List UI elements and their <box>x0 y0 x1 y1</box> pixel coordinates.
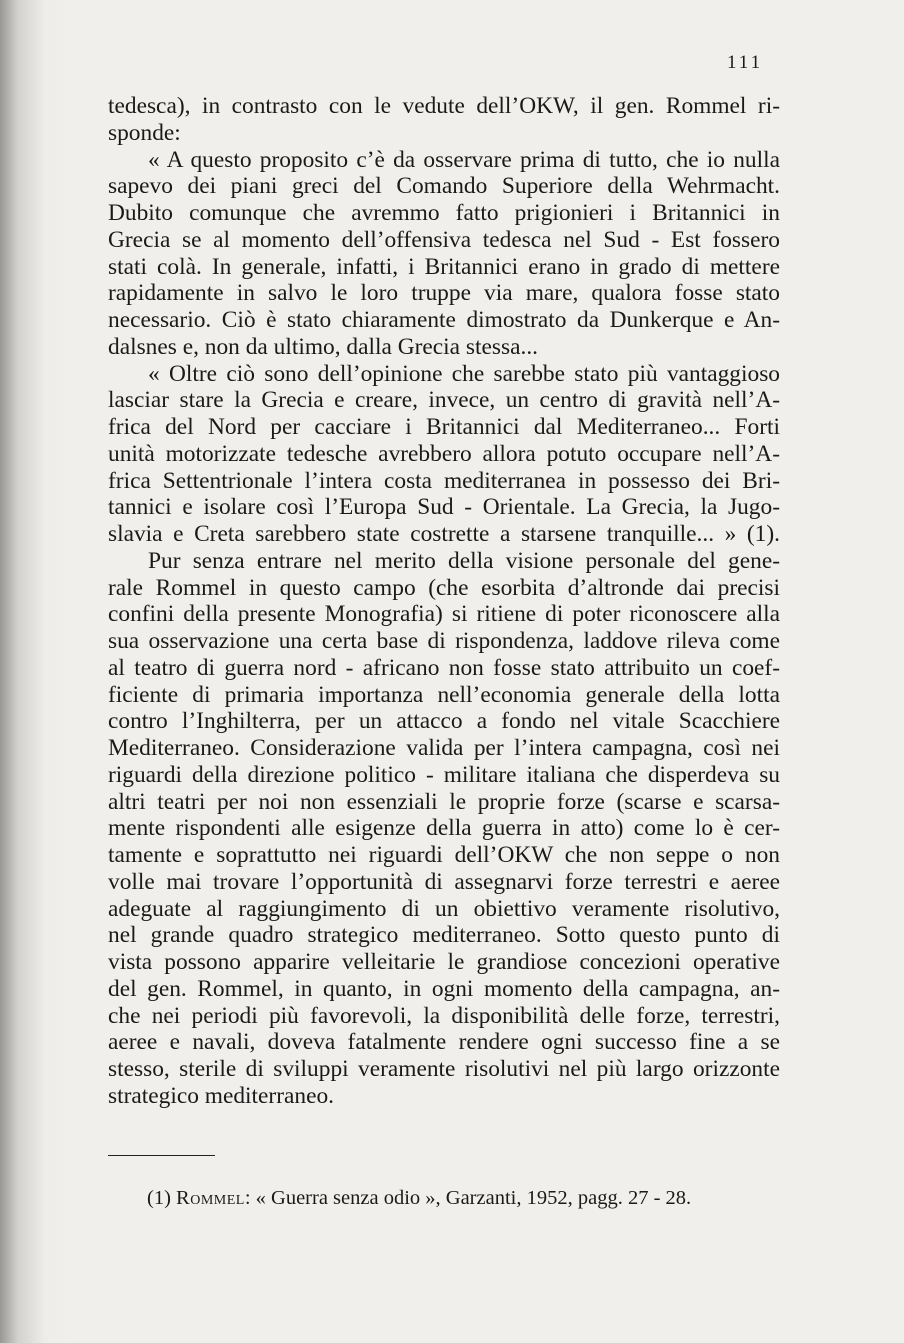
text-line: Pur senza entrare nel merito della visione personale del gene- <box>148 547 780 574</box>
text-line: strategico mediterraneo. <box>108 1082 335 1109</box>
page-number: 111 <box>727 52 764 73</box>
text-line: Grecia se al momento dell’offensiva tedesca nel Sud - Est fossero <box>108 226 780 253</box>
body-text <box>108 93 780 1110</box>
text-line: stati colà. In generale, infatti, i Britannici erano in grado di mettere <box>108 253 780 280</box>
text-line: adeguate al raggiungimento di un obiettivo veramente risolutivo, <box>108 895 780 922</box>
text-line: nel grande quadro strategico mediterraneo. Sotto questo punto di <box>108 922 780 949</box>
text-line: volle mai trovare l’opportunità di assegnarvi forze terrestri e aeree <box>108 868 780 895</box>
text-line: stesso, sterile di sviluppi veramente risolutivi nel più largo orizzonte <box>108 1056 780 1082</box>
text-line: altri teatri per noi non essenziali le proprie forze (scarse e scarsa- <box>108 788 780 815</box>
footnote-divider <box>108 1155 215 1156</box>
text-line: contro l’Inghilterra, per un attacco a fondo nel vitale Scacchiere <box>108 708 780 735</box>
text-line: mente rispondenti alle esigenze della guerra in atto) come lo è cer- <box>108 815 780 842</box>
footnote-text: : « Guerra senza odio », Garzanti, 1952, pagg. 27 - 28. <box>244 1187 692 1209</box>
text-line: che nei periodi più favorevoli, la disponibilità delle forze, terrestri, <box>108 1002 780 1029</box>
text-line: Dubito comunque che avremmo fatto prigionieri i Britannici in <box>108 200 780 226</box>
text-line: ficiente di primaria importanza nell’economia generale della lotta <box>108 681 780 708</box>
text-line: frica del Nord per cacciare i Britannici dal Mediterraneo... Forti <box>108 414 780 440</box>
text-line: unità motorizzate tedesche avrebbero allora potuto occupare nell’A- <box>108 440 780 467</box>
text-line: dalsnes e, non da ultimo, dalla Grecia stessa... <box>108 333 539 360</box>
text-line: sua osservazione una certa base di rispondenza, laddove rileva come <box>108 628 780 654</box>
text-line: « Oltre ciò sono dell’opinione che sarebbe stato più vantaggioso <box>148 360 780 387</box>
text-line: riguardi della direzione politico - militare italiana che disperdeva su <box>108 761 780 788</box>
paragraph-2-quote <box>108 147 780 361</box>
text-line: tannici e isolare così l’Europa Sud - Orientale. La Grecia, la Jugo- <box>108 494 780 521</box>
text-line: Mediterraneo. Considerazione valida per l’intera campagna, così nei <box>108 735 780 761</box>
footnote-author: Rommel <box>176 1187 245 1209</box>
footnote-marker: (1) <box>147 1187 171 1209</box>
paragraph-4 <box>108 548 780 1110</box>
paragraph-3-quote <box>108 361 780 548</box>
text-line: rale Rommel in questo campo (che esorbita d’altronde dai precisi <box>108 574 780 601</box>
text-line: vista possono apparire velleitarie le grandiose concezioni operative <box>108 949 780 975</box>
text-line: tamente e soprattutto nei riguardi dell’OKW che non seppe o non <box>108 842 780 868</box>
text-line: tedesca), in contrasto con le vedute dell’OKW, il gen. Rommel ri- <box>108 93 780 119</box>
text-line: del gen. Rommel, in quanto, in ogni momento della campagna, an- <box>108 975 780 1002</box>
text-line: necessario. Ciò è stato chiaramente dimostrato da Dunkerque e An- <box>108 307 780 333</box>
text-line: al teatro di guerra nord - africano non fosse stato attribuito un coef- <box>108 654 780 681</box>
paragraph-1 <box>108 93 780 147</box>
footnote <box>147 1186 691 1210</box>
text-line: slavia e Creta sarebbero state costrette a starsene tranquille... » (1). <box>108 521 780 547</box>
text-line: rapidamente in salvo le loro truppe via mare, qualora fosse stato <box>108 280 780 307</box>
text-line: confini della presente Monografia) si ritiene di poter riconoscere alla <box>108 601 780 628</box>
text-line: aeree e navali, doveva fatalmente rendere ogni successo fine a se <box>108 1029 780 1056</box>
text-line: sapevo dei piani greci del Comando Superiore della Wehrmacht. <box>108 173 780 200</box>
text-line: lasciar stare la Grecia e creare, invece, un centro di gravità nell’A- <box>108 387 780 414</box>
text-line: sponde: <box>108 119 181 146</box>
text-line: « A questo proposito c’è da osservare prima di tutto, che io nulla <box>148 146 780 173</box>
text-line: frica Settentrionale l’intera costa mediterranea in possesso dei Bri- <box>108 467 780 494</box>
